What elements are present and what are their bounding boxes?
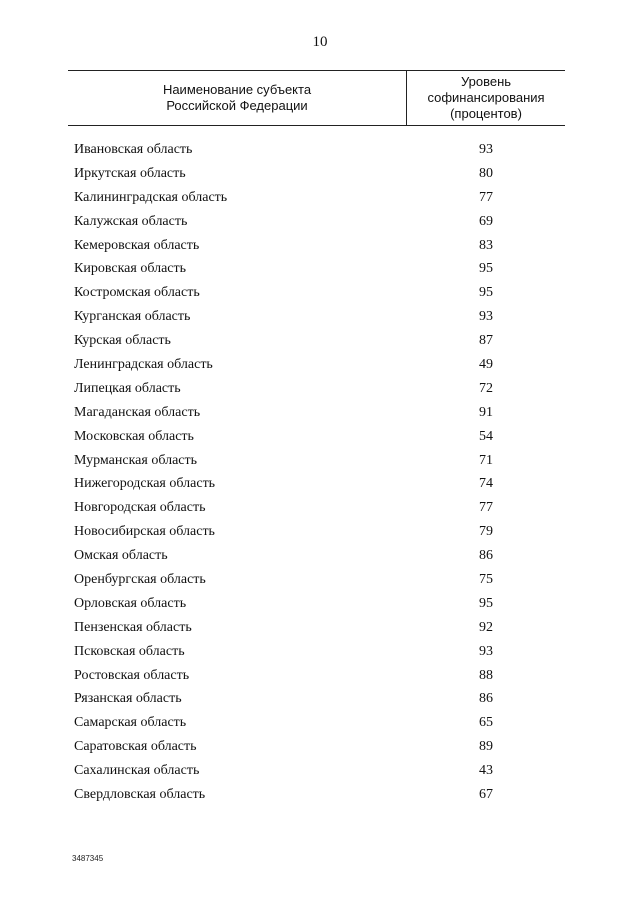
table-row bbox=[0, 761, 640, 785]
region-name: Ленинградская область bbox=[74, 357, 213, 373]
table-row bbox=[0, 474, 640, 498]
cofinancing-level: 71 bbox=[479, 452, 493, 468]
region-name: Мурманская область bbox=[74, 452, 198, 468]
cofinancing-level: 49 bbox=[479, 357, 493, 373]
region-name: Самарская область bbox=[74, 715, 187, 731]
region-name: Орловская область bbox=[74, 595, 187, 611]
cofinancing-level: 88 bbox=[479, 667, 493, 683]
cofinancing-level: 54 bbox=[479, 428, 493, 444]
region-name: Пензенская область bbox=[74, 619, 192, 635]
region-name: Калужская область bbox=[74, 213, 188, 229]
region-name: Кировская область bbox=[74, 261, 187, 277]
table-row bbox=[0, 570, 640, 594]
cofinancing-level: 86 bbox=[479, 548, 493, 564]
table-row bbox=[0, 331, 640, 355]
region-name: Нижегородская область bbox=[74, 476, 216, 492]
table-row bbox=[0, 403, 640, 427]
table-row bbox=[0, 785, 640, 809]
level-column-header bbox=[407, 71, 565, 125]
table-row bbox=[0, 140, 640, 164]
cofinancing-level: 95 bbox=[479, 285, 493, 301]
table-row bbox=[0, 737, 640, 761]
table-header bbox=[68, 70, 565, 126]
table-row bbox=[0, 642, 640, 666]
table-row bbox=[0, 689, 640, 713]
region-name: Калининградская область bbox=[74, 189, 228, 205]
cofinancing-level: 93 bbox=[479, 643, 493, 659]
level-header-line-2: софинансирования bbox=[427, 90, 545, 105]
region-name: Саратовская область bbox=[74, 739, 197, 755]
region-name: Липецкая область bbox=[74, 380, 181, 396]
cofinancing-level: 91 bbox=[479, 404, 493, 420]
table-row bbox=[0, 164, 640, 188]
cofinancing-level: 83 bbox=[479, 237, 493, 253]
table-row bbox=[0, 451, 640, 475]
cofinancing-level: 75 bbox=[479, 572, 493, 588]
region-name: Кемеровская область bbox=[74, 237, 200, 253]
level-header-line-1: Уровень bbox=[460, 74, 512, 89]
table-row bbox=[0, 666, 640, 690]
cofinancing-level: 80 bbox=[479, 165, 493, 181]
cofinancing-level: 89 bbox=[479, 739, 493, 755]
region-name: Сахалинская область bbox=[74, 763, 200, 779]
region-name: Курская область bbox=[74, 333, 171, 349]
cofinancing-level: 69 bbox=[479, 213, 493, 229]
table-row bbox=[0, 522, 640, 546]
table-row bbox=[0, 713, 640, 737]
region-name: Новосибирская область bbox=[74, 524, 215, 540]
table-row bbox=[0, 355, 640, 379]
cofinancing-level: 67 bbox=[479, 787, 493, 803]
table-row bbox=[0, 259, 640, 283]
document-code: 3487345 bbox=[72, 854, 104, 863]
region-name: Костромская область bbox=[74, 285, 200, 301]
cofinancing-level: 93 bbox=[479, 309, 493, 325]
region-name: Свердловская область bbox=[74, 787, 206, 803]
cofinancing-level: 92 bbox=[479, 619, 493, 635]
cofinancing-level: 65 bbox=[479, 715, 493, 731]
cofinancing-level: 95 bbox=[479, 261, 493, 277]
cofinancing-level: 77 bbox=[479, 189, 493, 205]
region-name: Иркутская область bbox=[74, 165, 186, 181]
cofinancing-level: 74 bbox=[479, 476, 493, 492]
table-row bbox=[0, 427, 640, 451]
table-row bbox=[0, 498, 640, 522]
table-row bbox=[0, 236, 640, 260]
region-name: Магаданская область bbox=[74, 404, 201, 420]
level-header-line-3: (процентов) bbox=[450, 106, 522, 121]
cofinancing-level: 77 bbox=[479, 500, 493, 516]
table-row bbox=[0, 283, 640, 307]
cofinancing-level: 93 bbox=[479, 142, 493, 157]
table-row bbox=[0, 379, 640, 403]
cofinancing-level: 72 bbox=[479, 380, 493, 396]
region-name: Ивановская область bbox=[74, 142, 193, 157]
region-header-line-1: Наименование субъекта bbox=[162, 82, 312, 97]
page-number: 10 bbox=[312, 34, 328, 50]
table-body bbox=[0, 140, 640, 809]
cofinancing-level: 86 bbox=[479, 691, 493, 707]
table-row bbox=[0, 618, 640, 642]
region-name: Псковская область bbox=[74, 643, 185, 659]
region-name: Курганская область bbox=[74, 309, 191, 325]
table-row bbox=[0, 307, 640, 331]
cofinancing-level: 43 bbox=[479, 763, 493, 779]
region-name: Рязанская область bbox=[74, 691, 182, 707]
table-row bbox=[0, 594, 640, 618]
cofinancing-level: 87 bbox=[479, 333, 493, 349]
region-name: Новгородская область bbox=[74, 500, 206, 516]
cofinancing-level: 95 bbox=[479, 595, 493, 611]
table-row bbox=[0, 546, 640, 570]
cofinancing-level: 79 bbox=[479, 524, 493, 540]
region-name: Омская область bbox=[74, 548, 168, 564]
region-name: Оренбургская область bbox=[74, 572, 206, 588]
region-name: Ростовская область bbox=[74, 667, 190, 683]
region-column-header bbox=[68, 71, 406, 125]
region-header-line-2: Российской Федерации bbox=[166, 98, 308, 113]
table-row bbox=[0, 212, 640, 236]
table-row bbox=[0, 188, 640, 212]
region-name: Московская область bbox=[74, 428, 194, 444]
